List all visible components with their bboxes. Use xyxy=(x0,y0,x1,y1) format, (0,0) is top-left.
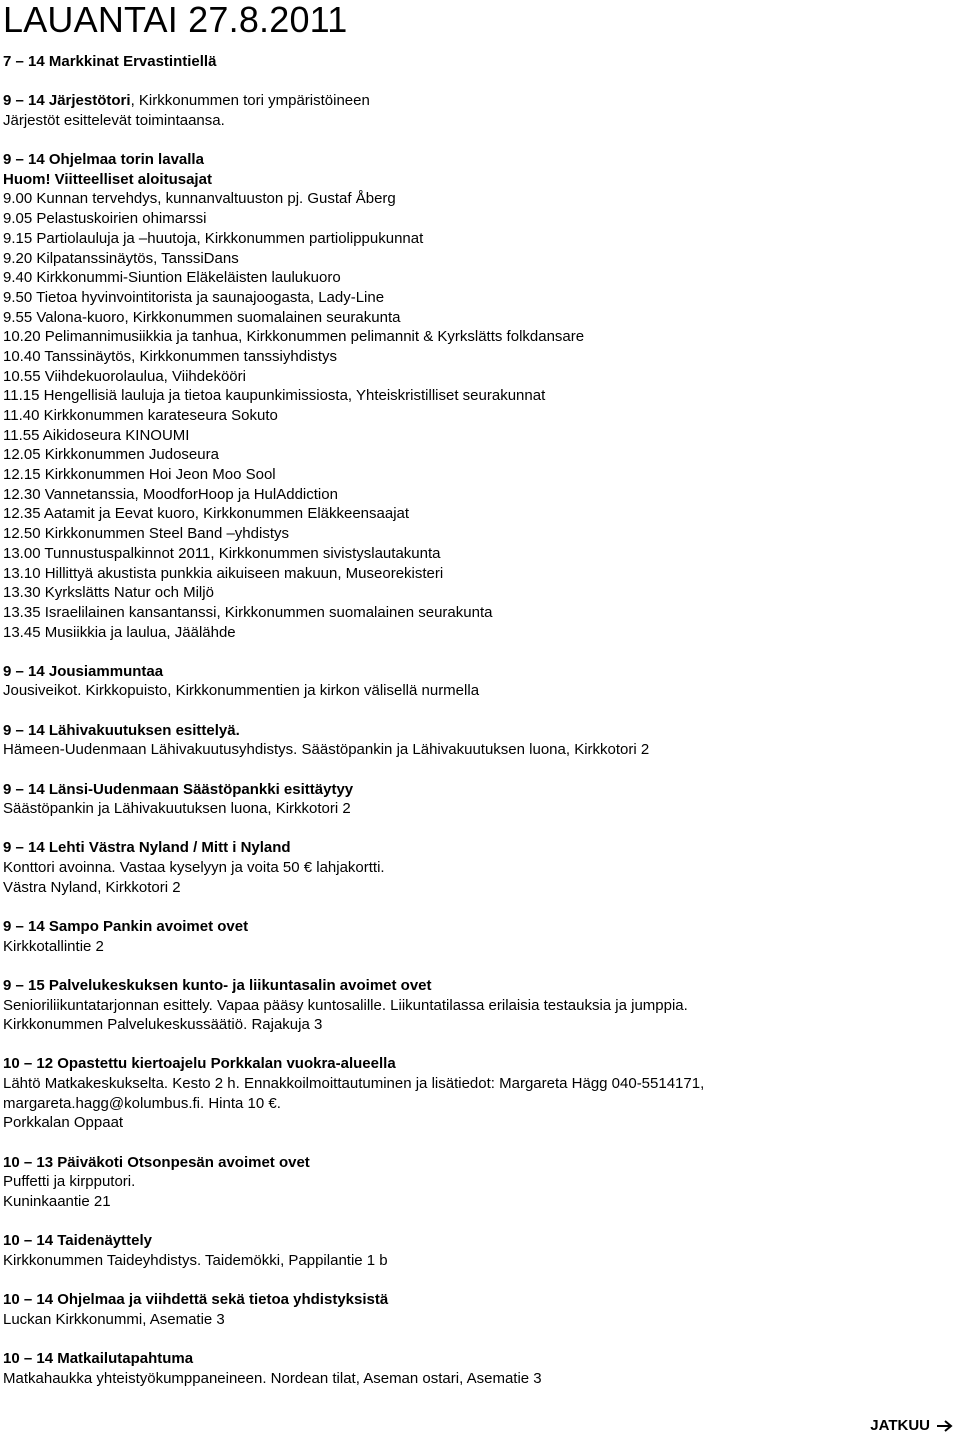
program-line: Matkahaukka yhteistyökumppaneineen. Nordean tilat, Aseman ostari, Asematie 3 xyxy=(3,1369,542,1387)
program-section xyxy=(3,1231,953,1270)
program-line: Luckan Kirkkonummi, Asematie 3 xyxy=(3,1310,225,1328)
program-line: 11.55 Aikidoseura KINOUMI xyxy=(3,426,190,444)
program-line: Järjestöt esittelevät toimintaansa. xyxy=(3,111,225,129)
program-line: 10.20 Pelimannimusiikkia ja tanhua, Kirkkonummen pelimannit & Kyrkslätts folkdansare xyxy=(3,328,585,346)
program-heading: 7 – 14 Markkinat Ervastintiellä xyxy=(3,53,217,70)
program-line: Kirkkonummen Taideyhdistys. Taidemökki, Pappilantie 1 b xyxy=(3,1251,388,1269)
program-line: Kirkkonummen Palvelukeskussäätiö. Rajakuja 3 xyxy=(3,1016,323,1034)
program-section xyxy=(3,1290,953,1329)
program-line: 11.15 Hengellisiä lauluja ja tietoa kaupunkimissiosta, Yhteiskristilliset seurakunnat xyxy=(3,387,546,405)
program-heading: 9 – 14 Länsi-Uudenmaan Säästöpankki esittäytyy xyxy=(3,780,354,798)
program-list xyxy=(3,52,953,1388)
program-heading: 9 – 14 Jousiammuntaa xyxy=(3,662,164,680)
continue-link[interactable] xyxy=(870,1416,954,1436)
program-heading: 9 – 14 Lähivakuutuksen esittelyä. xyxy=(3,721,240,739)
program-line: 12.35 Aatamit ja Eevat kuoro, Kirkkonummen Eläkkeensaajat xyxy=(3,505,410,523)
program-line: Hämeen-Uudenmaan Lähivakuutusyhdistys. Säästöpankin ja Lähivakuutuksen luona, Kirkkotori 2 xyxy=(3,741,650,759)
arrow-right-icon xyxy=(936,1419,954,1433)
program-line: Säästöpankin ja Lähivakuutuksen luona, Kirkkotori 2 xyxy=(3,800,351,818)
program-section xyxy=(3,52,953,72)
program-line: 12.15 Kirkkonummen Hoi Jeon Moo Sool xyxy=(3,466,276,484)
program-line: Lähtö Matkakeskukselta. Kesto 2 h. Ennakkoilmoittautuminen ja lisätiedot: Margareta Hägg 040-5514171, xyxy=(3,1075,705,1093)
program-line: Jousiveikot. Kirkkopuisto, Kirkkonummentien ja kirkon välisellä nurmella xyxy=(3,682,480,700)
program-line: 11.40 Kirkkonummen karateseura Sokuto xyxy=(3,407,278,424)
page-title: LAUANTAI 27.8.2011 xyxy=(3,0,348,40)
program-line: Västra Nyland, Kirkkotori 2 xyxy=(3,878,181,896)
program-heading-prefix: 9 – 14 Järjestötori xyxy=(3,92,131,110)
program-heading: 10 – 13 Päiväkoti Otsonpesän avoimet ovet xyxy=(3,1153,310,1171)
program-line: 13.30 Kyrkslätts Natur och Miljö xyxy=(3,584,214,602)
program-line: Kirkkotallintie 2 xyxy=(3,937,104,955)
program-section xyxy=(3,662,953,701)
program-heading: 10 – 14 Matkailutapahtuma xyxy=(3,1349,194,1367)
program-section xyxy=(3,838,953,897)
program-line xyxy=(3,91,953,111)
program-line: 9.20 Kilpatanssinäytös, TanssiDans xyxy=(3,249,239,267)
program-line: Puffetti ja kirpputori. xyxy=(3,1173,136,1191)
program-section xyxy=(3,1349,953,1388)
program-section xyxy=(3,780,953,819)
program-section xyxy=(3,721,953,760)
program-line: 12.05 Kirkkonummen Judoseura xyxy=(3,446,219,464)
program-line: Porkkalan Oppaat xyxy=(3,1114,124,1132)
program-line: 9.55 Valona-kuoro, Kirkkonummen suomalainen seurakunta xyxy=(3,308,401,326)
program-line: 10.55 Viihdekuorolaulua, Viihdekööri xyxy=(3,367,246,385)
program-line: 12.50 Kirkkonummen Steel Band –yhdistys xyxy=(3,525,289,543)
program-heading: 9 – 15 Palvelukeskuksen kunto- ja liikuntasalin avoimet ovet xyxy=(3,976,432,994)
program-line: 10.40 Tanssinäytös, Kirkkonummen tanssiyhdistys xyxy=(3,347,338,365)
program-heading: 10 – 14 Ohjelmaa ja viihdettä sekä tietoa yhdistyksistä xyxy=(3,1291,389,1309)
program-line: 9.05 Pelastuskoirien ohimarssi xyxy=(3,210,207,228)
program-heading: 10 – 14 Taidenäyttely xyxy=(3,1232,152,1250)
program-section xyxy=(3,917,953,956)
program-line: 13.45 Musiikkia ja laulua, Jäälähde xyxy=(3,623,236,641)
program-section xyxy=(3,91,953,130)
program-section xyxy=(3,1054,953,1133)
program-section xyxy=(3,150,953,642)
program-line: Kuninkaantie 21 xyxy=(3,1193,111,1210)
program-line: 13.10 Hillittyä akustista punkkia aikuiseen makuun, Museorekisteri xyxy=(3,564,444,582)
program-line: margareta.hagg@kolumbus.fi. Hinta 10 €. xyxy=(3,1094,281,1112)
program-line: 9.15 Partiolauluja ja –huutoja, Kirkkonummen partiolippukunnat xyxy=(3,229,424,247)
program-line: Senioriliikuntatarjonnan esittely. Vapaa pääsy kuntosalille. Liikuntatilassa erilaisia testauksia ja jumppia. xyxy=(3,996,688,1014)
program-line: 13.35 Israelilainen kansantanssi, Kirkkonummen suomalainen seurakunta xyxy=(3,603,493,621)
program-heading: 9 – 14 Lehti Västra Nyland / Mitt i Nyland xyxy=(3,839,291,857)
document-page xyxy=(3,0,953,1388)
program-line-rest: , Kirkkonummen tori ympäristöineen xyxy=(130,92,370,110)
program-line: 9.40 Kirkkonummi-Siuntion Eläkeläisten laulukuoro xyxy=(3,269,341,287)
continue-label: JATKUU xyxy=(870,1417,930,1434)
program-heading: 9 – 14 Sampo Pankin avoimet ovet xyxy=(3,917,249,935)
program-section xyxy=(3,976,953,1035)
program-line: 9.50 Tietoa hyvinvointitorista ja saunajoogasta, Lady-Line xyxy=(3,288,385,306)
program-line: 9.00 Kunnan tervehdys, kunnanvaltuuston pj. Gustaf Åberg xyxy=(3,190,396,208)
program-heading: Huom! Viitteelliset aloitusajat xyxy=(3,170,212,188)
program-line: 12.30 Vannetanssia, MoodforHoop ja HulAddiction xyxy=(3,485,338,503)
program-line: 13.00 Tunnustuspalkinnot 2011, Kirkkonummen sivistyslautakunta xyxy=(3,544,441,562)
program-heading: 9 – 14 Ohjelmaa torin lavalla xyxy=(3,151,204,169)
program-line: Konttori avoinna. Vastaa kyselyyn ja voita 50 € lahjakortti. xyxy=(3,859,385,877)
program-heading: 10 – 12 Opastettu kiertoajelu Porkkalan vuokra-alueella xyxy=(3,1055,396,1073)
program-section xyxy=(3,1153,953,1212)
